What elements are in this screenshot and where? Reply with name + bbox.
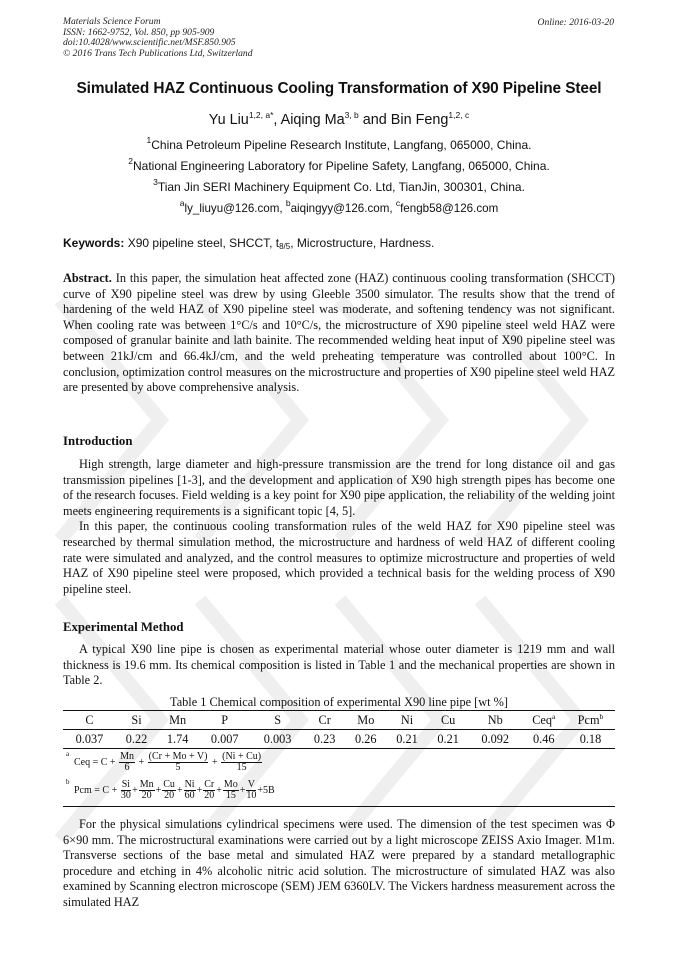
affiliation [40, 156, 638, 173]
journal-name: Materials Science Forum [63, 16, 161, 27]
paragraph: A typical X90 line pipe is chosen as experimental material whose outer diameter is 1219 mm and wall thickness is 19.6 mm. Its chemical composition is listed in Table 1 and the mechanical properties are shown in Table 2. [63, 642, 615, 688]
email-sup: b [285, 198, 291, 208]
keywords-text-end: , Microstructure, Hardness. [290, 236, 435, 250]
email-sup: c [395, 198, 401, 208]
table-header-row [63, 711, 615, 730]
experimental-body [63, 642, 615, 689]
author-name: Yu Liu [208, 112, 249, 128]
email-link[interactable]: aiqingyy@126.com [290, 202, 390, 215]
affiliation [40, 177, 638, 194]
affiliation-text: National Engineering Laboratory for Pipeline Safety, Langfang, 065000, China. [133, 159, 550, 173]
chemical-composition-table [63, 710, 615, 749]
affiliation-text: China Petroleum Pipeline Research Institute, Langfang, 065000, China. [151, 138, 532, 152]
formula-footnote-mark: a [66, 750, 70, 758]
formula-tail: +5B [257, 784, 275, 796]
formula-fraction: $\frac{Mo}{15}$ [223, 779, 238, 801]
paragraph: In this paper, the continuous cooling transformation rules of the weld HAZ for X90 pipeline steel was researched by thermal simulation method, the microstructure and hardness of weld HAZ of different cooling rate were simulated and analyzed, and the control measures to optimize microstructure and properties of weld HAZ of X90 pipeline steel were proposed, which provided a technical basis for the welding process of X90 pipeline steel. [63, 519, 615, 596]
abstract-label: Abstract. [63, 271, 112, 285]
copyright-line: © 2016 Trans Tech Publications Ltd, Switzerland [63, 47, 253, 59]
email-link[interactable]: fengb58@126.com [400, 202, 499, 215]
table-bottom-rule [63, 806, 615, 807]
formula-fraction: $\frac{Cr}{20}$ [204, 779, 215, 801]
formula-fraction: $\frac{Ni}{60}$ [184, 779, 195, 801]
formula-fraction: $\frac{Cu}{20}$ [163, 779, 175, 801]
doi-line: doi:10.4028/www.scientific.net/MSF.850.905 [63, 37, 236, 49]
formula-lhs: Pcm = C + [74, 784, 118, 796]
affiliation-number: 1 [146, 135, 152, 145]
table-header-cell: Ceq$^a$ [522, 711, 566, 730]
formula-fraction: $\frac{V}{10}$ [246, 779, 257, 801]
table-cell: 0.22 [116, 730, 157, 749]
table-cell: 0.23 [304, 730, 345, 749]
keywords-text: X90 pipeline steel, SHCCT, t [127, 236, 280, 250]
paragraph: High strength, large diameter and high-pressure transmission are the trend for long distance oil and gas transmission pipelines [1-3], and the development and application of X90 high strength pipes has become one of the research focuses. Field welding is a key point for X90 pipe application, the reliability of the welding joint meets engineering requirements is a significant topic [4, 5]. [63, 457, 615, 518]
author-separator: , [273, 112, 281, 128]
introduction-body [63, 457, 615, 597]
online-date: Online: 2016-03-20 [537, 17, 614, 28]
paragraph: For the physical simulations cylindrical specimens were used. The dimension of the test specimen was Φ 6×90 mm. The microstructural examinations were carried out by a light microscope ZEISS Axio Imager. M1m. Transverse sections of the base metal and simulated HAZ were prepared by a standard metallographic procedure and etching in 4% alcoholic nitric acid solution. The microstructure of simulated HAZ was also examined by Scanning electron microscope (SEM) JEM 6360LV. The Vickers hardness measurement across the simulated HAZ [63, 817, 615, 909]
table-header-cell: S [251, 711, 304, 730]
paper-page: Materials Science Forum ISSN: 1662-9752, Vol. 850, pp 905-909 doi:10.4028/www.scientific.net/MSF.850.905 © 2016 Trans Tech Publications Ltd, Switzerland Online: 2016-03-20 Simulated HAZ Continuous Cooling Transformation of X90 Pipeline Steel Yu Liu$^{1,2, a*}$, Aiqing Ma$^{3, b}$ and Bin Feng$^{1,2, c}$ $^1$China Petroleum Pipeline Research Institute, Langfang, 065000, China. $^2$National Engineering Laboratory for Pipeline Safety, Langfang, 065000, China. $^3$Tian Jin SERI Machinery Equipment Co. Ltd, TianJin, 300301, China. $^a$ly_liuyu@126.com, $^b$aiqingyy@126.com, $^c$fengb58@126.com Keywords: X90 pipeline steel, SHCCT, $t_{8/5}$, Microstructure, Hardness. Abstract. In this paper, the simulation heat affected zone (HAZ) continuous cooling transformation (SHCCT) curve of X90 pipeline steel was drew by using Gleeble 3500 simulator. The results show that the trend of hardening of the weld HAZ of X90 pipeline steel was moderate, and softening tendency was not significant. When cooling rate was between 1°C/s and 10°C/s, the microstructure of X90 pipeline steel weld HAZ were composed of granular bainite and lath bainite. The recommended welding heat input of X90 pipeline steel was between 21kJ/cm and 66.4kJ/cm, and the weld preheating temperature was controlled about 100°C. In conclusion, optimization control measures on the microstructure and properties of X90 pipeline steel weld HAZ are presented by above comprehensive analysis. Introduction High strength, large diameter and high-pressure transmission are the trend for long distance oil and gas transmission pipelines [1-3], and the development and application of X90 high strength pipes has become one of the research focuses. Field welding is a key point for X90 pipe application, the reliability of the welding joint meets engineering requirements is a significant topic [4, 5]. In this paper, the continuous cooling transformation rules of the weld HAZ for X90 pipeline steel was researched by thermal simulation method, the microstructure and hardness of weld HAZ of different cooling rate were simulated and analyzed, and the control measures to optimize microstructure and properties of weld HAZ of X90 pipeline steel were proposed, which provided a technical basis for the welding process of X90 pipeline steel. Experimental Method A typical X90 line pipe is chosen as experimental material whose outer diameter is 1219 mm and wall thickness is 19.6 mm. Its chemical composition is listed in Table 1 and the mechanical properties are shown in Table 2. Table 1 Chemical composition of experimental X90 line pipe [wt %] C Si Mn P S Cr Mo Ni Cu Nb Ceq$^a$ Pcm$^b$ 0.037 0.22 1.74 0.007 0.003 0.23 0.26 0.21 0.21 0.092 0.46 0.18 a Ceq = C + $\frac{Mn}{6}$ + $\frac{(Cr + Mo + V)}{5}$ + $\frac{(Ni + Cu)}{15}$ b Pcm = C + $\frac{Si}{30}$ + $\frac{Mn}{20}$ + $\frac{Cu}{20}$ + $\frac{Ni}{60}$ + $\frac{Cr}{20}$ + $\frac{Mo}{15}$ + $\frac{V}{10}$ +5B For the physical simulations cylindrical specimens were used. The dimension of the test specimen was Φ 6×90 mm. The microstructural examinations were carried out by a light microscope ZEISS Axio Imager. M1m. Transverse sections of the base metal and simulated HAZ were prepared by a standard metallographic procedure and etching in 4% alcoholic nitric acid solution. The microstructure of simulated HAZ was also examined by Scanning electron microscope (SEM) JEM 6360LV. The Vickers hardness measurement across the simulated HAZ [0, 0, 678, 959]
paper-title: Simulated HAZ Continuous Cooling Transformation of X90 Pipeline Steel [76, 80, 602, 97]
table-header-cell: Nb [469, 711, 522, 730]
table-cell: 0.003 [251, 730, 304, 749]
table-cell: 0.007 [198, 730, 251, 749]
section-heading-experimental: Experimental Method [63, 620, 184, 634]
email-sup: a [179, 198, 185, 208]
author-separator: and [358, 112, 391, 128]
author-sup: 1,2, a* [248, 110, 274, 120]
table-header-cell: Cr [304, 711, 345, 730]
table-caption: Table 1 Chemical composition of experimental X90 line pipe [wt %] [170, 695, 508, 709]
formula-fraction: $\frac{Mn}{20}$ [139, 779, 154, 801]
email-list: $^a$ly_liuyu@126.com, $^b$aiqingyy@126.com, $^c$fengb58@126.com [179, 198, 499, 215]
issn-line: ISSN: 1662-9752, Vol. 850, pp 905-909 [63, 26, 215, 38]
table-header-cell: Mo [345, 711, 386, 730]
table-cell: 0.21 [386, 730, 427, 749]
affiliation-text: Tian Jin SERI Machinery Equipment Co. Ltd, TianJin, 300301, China. [157, 180, 525, 194]
keywords-subscript: 8/5 [279, 242, 291, 251]
table-cell: 0.26 [345, 730, 386, 749]
affiliation-number: 3 [153, 177, 158, 187]
table-cell: 1.74 [157, 730, 198, 749]
table-header-cell: Mn [157, 711, 198, 730]
table-header-cell: Cu [428, 711, 469, 730]
journal-header [63, 17, 253, 59]
formula-fraction: $\frac{(Ni + Cu)}{15}$ [222, 751, 262, 773]
table-cell: 0.037 [63, 730, 116, 749]
formula-fraction: $\frac{Si}{30}$ [120, 779, 131, 801]
author-sup: 1,2, c [448, 110, 470, 120]
keywords [63, 236, 615, 250]
author-list [40, 112, 638, 128]
formula-fraction: $\frac{Mn}{6}$ [120, 751, 134, 773]
formula-footnote-mark: b [66, 778, 70, 786]
table-header-cell: Ni [386, 711, 427, 730]
section-heading-introduction: Introduction [63, 434, 133, 448]
abstract [63, 271, 615, 396]
table-row [63, 730, 615, 749]
table-header-cell: C [63, 711, 116, 730]
table-header-cell: Si [116, 711, 157, 730]
author-name: Aiqing Ma [280, 112, 345, 128]
table-cell: 0.092 [469, 730, 522, 749]
experimental-body-continued [63, 817, 615, 911]
table-header-cell: Pcm$^b$ [566, 711, 615, 730]
abstract-text: In this paper, the simulation heat affected zone (HAZ) continuous cooling transformation (SHCCT) curve of X90 pipeline steel was drew by using Gleeble 3500 simulator. The results show that the trend of hardening of the weld HAZ of X90 pipeline steel was moderate, and softening tendency was not significant. When cooling rate was between 1°C/s and 10°C/s, the microstructure of X90 pipeline steel weld HAZ were composed of granular bainite and lath bainite. The recommended welding heat input of X90 pipeline steel was between 21kJ/cm and 66.4kJ/cm, and the weld preheating temperature was controlled about 100°C. In conclusion, optimization control measures on the microstructure and properties of X90 pipeline steel weld HAZ are presented by above comprehensive analysis. [63, 271, 615, 395]
table-header-cell: P [198, 711, 251, 730]
affiliation-number: 2 [128, 156, 133, 166]
table-cell: 0.46 [522, 730, 566, 749]
author-name: Bin Feng [390, 112, 449, 128]
formula-lhs: Ceq = C + [74, 756, 116, 768]
table-cell: 0.18 [566, 730, 615, 749]
author-sup: 3, b [344, 110, 359, 120]
affiliation [40, 135, 638, 152]
formula-fraction: $\frac{(Cr + Mo + V)}{5}$ [148, 751, 208, 773]
keywords-label: Keywords: [63, 236, 125, 250]
table-cell: 0.21 [428, 730, 469, 749]
email-link[interactable]: ly_liuyu@126.com [184, 202, 280, 215]
